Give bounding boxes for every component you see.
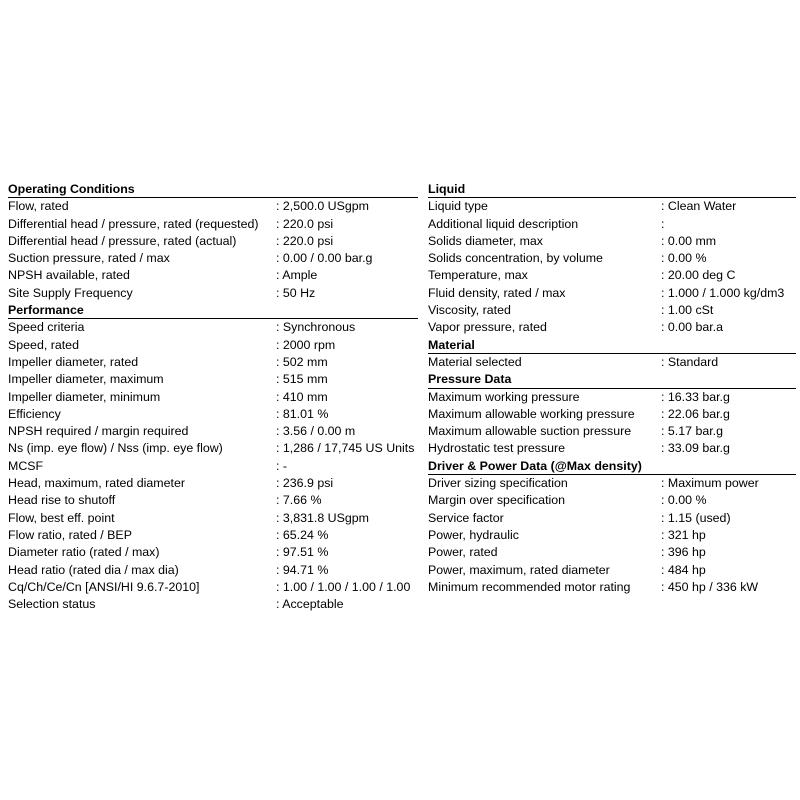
section-heading-driver-power-data-max-density: Driver & Power Data (@Max density)	[428, 458, 796, 475]
spec-label: Driver sizing specification	[428, 476, 568, 491]
spec-value: : Clean Water	[661, 199, 737, 214]
spec-value: : 1.00 cSt	[661, 303, 714, 318]
spec-row	[428, 440, 796, 457]
spec-value: : 20.00 deg C	[661, 268, 736, 283]
spec-value: : 1.000 / 1.000 kg/dm3	[661, 285, 785, 300]
spec-value: : 450 hp / 336 kW	[661, 579, 759, 594]
spec-label: Temperature, max	[428, 268, 528, 283]
spec-label: Vapor pressure, rated	[428, 320, 547, 335]
spec-value: : 502 mm	[276, 354, 328, 369]
spec-row	[8, 354, 418, 371]
spec-value: : 220.0 psi	[276, 233, 334, 248]
spec-value: : Synchronous	[276, 320, 356, 335]
spec-label: NPSH available, rated	[8, 268, 130, 283]
spec-row	[428, 492, 796, 509]
spec-label: Fluid density, rated / max	[428, 285, 566, 300]
section-heading-material: Material	[428, 337, 796, 354]
spec-value: : Standard	[661, 354, 719, 369]
spec-label: Service factor	[428, 510, 504, 525]
spec-label: NPSH required / margin required	[8, 424, 189, 439]
spec-row	[8, 440, 418, 457]
spec-value: : 1.15 (used)	[661, 510, 731, 525]
section-heading-operating-conditions: Operating Conditions	[8, 181, 418, 198]
spec-value: : -	[276, 458, 288, 473]
spec-value: : 1.00 / 1.00 / 1.00 / 1.00	[276, 579, 411, 594]
spec-row	[8, 492, 418, 509]
spec-row	[8, 371, 418, 388]
spec-label: Minimum recommended motor rating	[428, 579, 631, 594]
spec-label: Impeller diameter, rated	[8, 354, 139, 369]
spec-label: Solids concentration, by volume	[428, 251, 603, 266]
spec-row	[428, 267, 796, 284]
spec-value: : 0.00 bar.a	[661, 320, 724, 335]
spec-value: : 220.0 psi	[276, 216, 334, 231]
spec-value: : 33.09 bar.g	[661, 441, 730, 456]
spec-label: Material selected	[428, 354, 522, 369]
spec-value: : 484 hp	[661, 562, 706, 577]
spec-row	[428, 562, 796, 579]
spec-value: : 50 Hz	[276, 285, 316, 300]
spec-value: :	[661, 216, 665, 231]
spec-label: Additional liquid description	[428, 216, 579, 231]
spec-label: Flow, rated	[8, 199, 69, 214]
spec-value: : 81.01 %	[276, 406, 329, 421]
spec-label: Maximum working pressure	[428, 389, 580, 404]
spec-value: : 3.56 / 0.00 m	[276, 424, 356, 439]
spec-row	[8, 337, 418, 354]
spec-row	[428, 423, 796, 440]
spec-label: Efficiency	[8, 406, 61, 421]
spec-row	[428, 250, 796, 267]
spec-value: : 16.33 bar.g	[661, 389, 730, 404]
spec-value: : Acceptable	[276, 597, 344, 612]
spec-value: : 1,286 / 17,745 US Units	[276, 441, 415, 456]
spec-value: : 0.00 %	[661, 493, 707, 508]
spec-label: Impeller diameter, maximum	[8, 372, 164, 387]
spec-row	[8, 510, 418, 527]
spec-row	[8, 579, 418, 596]
spec-label: Diameter ratio (rated / max)	[8, 545, 160, 560]
spec-row	[428, 475, 796, 492]
spec-label: Flow ratio, rated / BEP	[8, 527, 132, 542]
spec-row	[428, 406, 796, 423]
spec-value: : 2,500.0 USgpm	[276, 199, 369, 214]
spec-label: Flow, best eff. point	[8, 510, 115, 525]
section-heading-liquid: Liquid	[428, 181, 796, 198]
spec-row	[428, 319, 796, 336]
spec-value: : 5.17 bar.g	[661, 424, 724, 439]
spec-value: : 410 mm	[276, 389, 328, 404]
spec-row	[8, 423, 418, 440]
spec-value: : 0.00 mm	[661, 233, 717, 248]
spec-row	[8, 544, 418, 561]
spec-value: : 94.71 %	[276, 562, 329, 577]
spec-value: : Ample	[276, 268, 318, 283]
right-column	[428, 181, 796, 596]
spec-value: : 2000 rpm	[276, 337, 336, 352]
spec-value: : 0.00 / 0.00 bar.g	[276, 251, 373, 266]
spec-row	[428, 579, 796, 596]
spec-label: Ns (imp. eye flow) / Nss (imp. eye flow)	[8, 441, 223, 456]
spec-label: Margin over specification	[428, 493, 566, 508]
spec-value: : 65.24 %	[276, 527, 329, 542]
spec-row	[8, 596, 418, 613]
spec-row	[428, 544, 796, 561]
spec-row	[428, 302, 796, 319]
section-heading-performance: Performance	[8, 302, 418, 319]
spec-label: Power, rated	[428, 545, 498, 560]
spec-label: Solids diameter, max	[428, 233, 544, 248]
spec-value: : 236.9 psi	[276, 476, 334, 491]
spec-value: : 321 hp	[661, 527, 706, 542]
spec-row	[8, 250, 418, 267]
section-heading-pressure-data: Pressure Data	[428, 371, 796, 388]
spec-value: : 3,831.8 USgpm	[276, 510, 369, 525]
left-column	[8, 181, 418, 613]
spec-label: Differential head / pressure, rated (requested)	[8, 216, 259, 231]
spec-value: : 7.66 %	[276, 493, 322, 508]
spec-row	[8, 319, 418, 336]
spec-row	[8, 458, 418, 475]
spec-label: Hydrostatic test pressure	[428, 441, 566, 456]
spec-row	[428, 216, 796, 233]
spec-value: : 515 mm	[276, 372, 328, 387]
spec-label: Cq/Ch/Ce/Cn [ANSI/HI 9.6.7-2010]	[8, 579, 200, 594]
spec-label: Speed criteria	[8, 320, 85, 335]
spec-label: Impeller diameter, minimum	[8, 389, 161, 404]
spec-label: Selection status	[8, 597, 96, 612]
spec-row	[8, 389, 418, 406]
spec-row	[8, 198, 418, 215]
spec-row	[8, 562, 418, 579]
spec-label: Liquid type	[428, 199, 488, 214]
spec-label: Suction pressure, rated / max	[8, 251, 170, 266]
spec-row	[428, 285, 796, 302]
spec-label: Viscosity, rated	[428, 303, 511, 318]
spec-row	[8, 216, 418, 233]
spec-value: : Maximum power	[661, 476, 759, 491]
spec-row	[8, 233, 418, 250]
spec-label: Head, maximum, rated diameter	[8, 476, 185, 491]
spec-value: : 22.06 bar.g	[661, 406, 730, 421]
spec-row	[8, 285, 418, 302]
spec-label: Maximum allowable suction pressure	[428, 424, 632, 439]
spec-row	[428, 510, 796, 527]
spec-label: Maximum allowable working pressure	[428, 406, 635, 421]
spec-row	[428, 233, 796, 250]
spec-row	[8, 406, 418, 423]
spec-value: : 396 hp	[661, 545, 706, 560]
spec-label: Speed, rated	[8, 337, 79, 352]
spec-row	[8, 527, 418, 544]
spec-row	[428, 527, 796, 544]
spec-value: : 0.00 %	[661, 251, 707, 266]
spec-label: Power, maximum, rated diameter	[428, 562, 610, 577]
spec-row	[428, 198, 796, 215]
spec-label: Differential head / pressure, rated (actual)	[8, 233, 237, 248]
spec-row	[428, 389, 796, 406]
spec-label: Site Supply Frequency	[8, 285, 133, 300]
spec-label: Head ratio (rated dia / max dia)	[8, 562, 179, 577]
spec-label: Power, hydraulic	[428, 527, 519, 542]
spec-row	[8, 475, 418, 492]
spec-row	[428, 354, 796, 371]
spec-label: MCSF	[8, 458, 44, 473]
spec-value: : 97.51 %	[276, 545, 329, 560]
spec-label: Head rise to shutoff	[8, 493, 116, 508]
spec-row	[8, 267, 418, 284]
